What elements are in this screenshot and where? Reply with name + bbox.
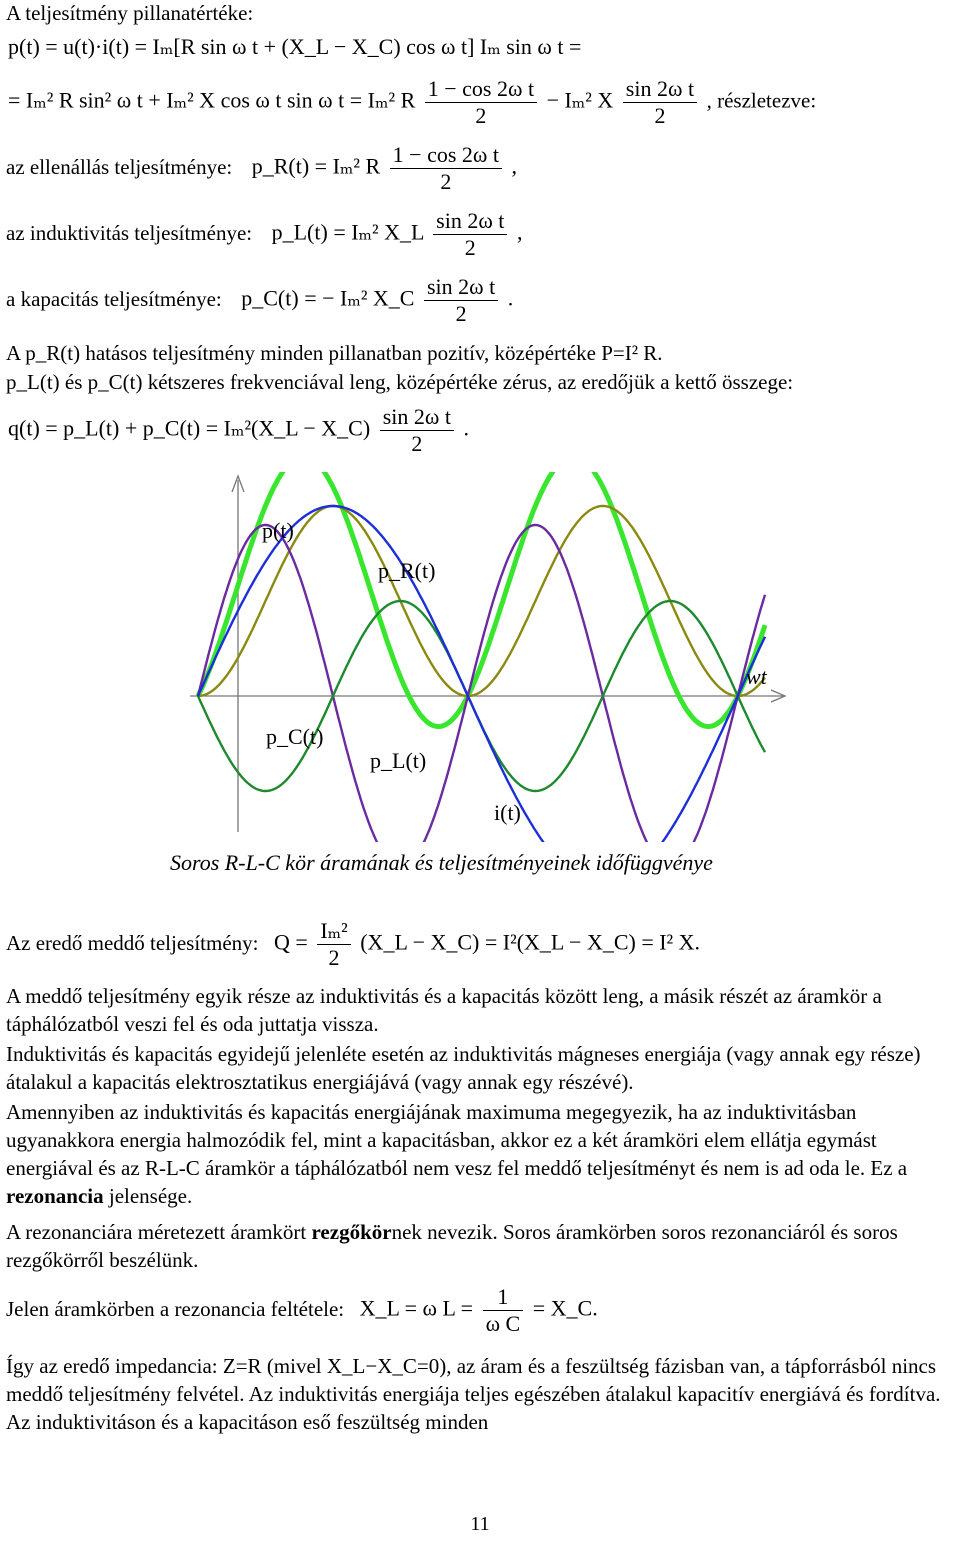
term-resonance: rezonancia (6, 1184, 104, 1208)
eq-inductor-lhs: p_L(t) = Iₘ² X_L (271, 219, 424, 245)
label-pl: p_L(t) (370, 748, 427, 773)
fraction-denominator: 2 (654, 103, 666, 128)
fraction-denominator: 2 (328, 945, 340, 970)
eq-resonance-label: Jelen áramkörben a rezonancia feltétele: (6, 1296, 345, 1321)
fraction-denominator: 2 (411, 431, 423, 456)
eq-power-detailed-tail: , részletezve: (706, 88, 817, 113)
chart-caption: Soros R-L-C kör áramának és teljesítményeinek időfüggvénye (170, 850, 713, 875)
paragraph-resonant-circuit-text-a: A rezonanciára méretezett áramkört (6, 1220, 312, 1244)
fraction-denominator: 2 (455, 301, 467, 326)
heading: A teljesítmény pillanatértéke: (6, 1, 254, 25)
eq-reactive-total-label: Az eredő meddő teljesítmény: (6, 930, 259, 955)
eq-power-fraction-2 (623, 76, 697, 129)
eq-capacitor-power (6, 274, 513, 327)
fraction-numerator: Iₘ² (317, 918, 350, 945)
eq-capacitor-fraction (424, 274, 498, 327)
eq-resistor-fraction (390, 142, 502, 195)
paragraph-resonance (6, 1098, 956, 1210)
series-pl (198, 525, 765, 842)
eq-resistor-lhs: p_R(t) = Iₘ² R (251, 153, 381, 179)
label-p: p(t) (262, 518, 294, 543)
series-i (198, 506, 765, 842)
eq-resonance-fraction (483, 1284, 524, 1337)
paragraph-resonance-text-a: Amennyiben az induktivitás és kapacitás energiájának maximuma megegyezik, ha az induktivitásban ugyanakkora energia halmozódik fel, mint a kapacitásban, akkor ez a két áramköri elem ellátja egymást energiával és az R-L-C áramkör a táphálózatból nem vesz fel meddő teljesítményt és nem is ad oda le. Ez a (6, 1100, 908, 1180)
fraction-denominator: 2 (475, 103, 487, 128)
label-wt: wt (746, 664, 767, 689)
eq-reactive-total-fraction (317, 918, 350, 971)
eq-power-detailed (8, 76, 816, 129)
fraction-denominator: 2 (464, 235, 476, 260)
paragraph-resonance-text-b: jelensége. (103, 1184, 193, 1208)
label-i: i(t) (494, 800, 521, 825)
fraction-numerator: sin 2ω t (623, 76, 697, 103)
paragraph-impedance: Így az eredő impedancia: Z=R (mivel X_L−X_C=0), az áram és a feszültség fázisban van, a tápforrásból nincs meddő teljesítmény felvétel. Az induktivitás energiája teljes egészében átalakul kapacitív energiává és fordítva. Az induktivitáson és a kapacitáson eső feszültség minden (6, 1354, 941, 1434)
eq-reactive-total-lhs: Q = (274, 929, 308, 955)
paragraph-reactive-split: A meddő teljesítmény egyik része az induktivitás és a kapacitás között leng, a másik részét az áramkör a táphálózatból veszi fel és oda juttatja vissza. (6, 984, 882, 1036)
fraction-numerator: sin 2ω t (380, 404, 454, 431)
paragraph-resonant-circuit-text-b: nek nevezik. Soros áramkörben soros rezonanciáról és soros rezgőkörről beszélünk. (6, 1220, 898, 1272)
fraction-numerator: sin 2ω t (424, 274, 498, 301)
eq-resistor-power (6, 142, 517, 195)
eq-capacitor-lhs: p_C(t) = − Iₘ² X_C (241, 285, 415, 311)
eq-reactive-total-rhs: (X_L − X_C) = I²(X_L − X_C) = I² X. (360, 929, 701, 955)
eq-inductor-tail: , (516, 219, 523, 245)
eq-capacitor-label: a kapacitás teljesítménye: (6, 286, 222, 311)
label-pc: p_C(t) (266, 724, 324, 749)
eq-power-expansion: p(t) = u(t)·i(t) = Iₘ[R sin ω t + (X_L − X_C) cos ω t] Iₘ sin ω t = (8, 34, 582, 59)
eq-resistor-tail: , (511, 153, 517, 179)
term-resonant-circuit: rezgőkör (311, 1220, 392, 1244)
label-pr: p_R(t) (378, 558, 436, 583)
eq-reactive-lhs: q(t) = p_L(t) + p_C(t) = Iₘ²(X_L − X_C) (8, 415, 371, 441)
series-p (198, 472, 765, 727)
eq-inductor-power (6, 208, 522, 261)
eq-reactive-tail: . (463, 415, 469, 441)
eq-power-fraction-1 (425, 76, 537, 129)
eq-reactive-total (6, 918, 700, 971)
eq-power-detailed-mid: − Iₘ² X (546, 87, 614, 113)
eq-capacitor-tail: . (507, 285, 514, 311)
text-reactive-oscillation: p_L(t) és p_C(t) kétszeres frekvenciával leng, középértéke zérus, az eredőjük a kettő összege: (6, 370, 794, 394)
fraction-numerator: 1 − cos 2ω t (425, 76, 537, 103)
fraction-numerator: sin 2ω t (433, 208, 507, 235)
paragraph-energy-exchange: Induktivitás és kapacitás egyidejű jelenléte esetén az induktivitás mágneses energiája (vagy annak egy része) átalakul a kapacitás elektrosztatikus energiájává (vagy annak egy részévé). (6, 1042, 921, 1094)
eq-resonance-lhs: X_L = ω L = (359, 1295, 474, 1321)
eq-reactive-power (8, 404, 469, 457)
eq-power-detailed-lhs: = Iₘ² R sin² ω t + Iₘ² X cos ω t sin ω t = Iₘ² R (8, 87, 416, 113)
eq-reactive-fraction (380, 404, 454, 457)
page-number: 11 (470, 1513, 490, 1535)
fraction-numerator: 1 (483, 1284, 524, 1311)
fraction-denominator: 2 (440, 169, 452, 194)
text-active-power: A p_R(t) hatásos teljesítmény minden pillanatban pozitív, középértéke P=I² R. (6, 341, 663, 365)
eq-inductor-fraction (433, 208, 507, 261)
paragraph-resonant-circuit (6, 1218, 956, 1274)
fraction-denominator: ω C (485, 1311, 521, 1336)
eq-resistor-label: az ellenállás teljesítménye: (6, 154, 233, 179)
eq-inductor-label: az induktivitás teljesítménye: (6, 220, 253, 245)
fraction-numerator: 1 − cos 2ω t (390, 142, 502, 169)
eq-resonance-rhs: = X_C. (532, 1295, 598, 1321)
eq-resonance-condition (6, 1284, 598, 1337)
